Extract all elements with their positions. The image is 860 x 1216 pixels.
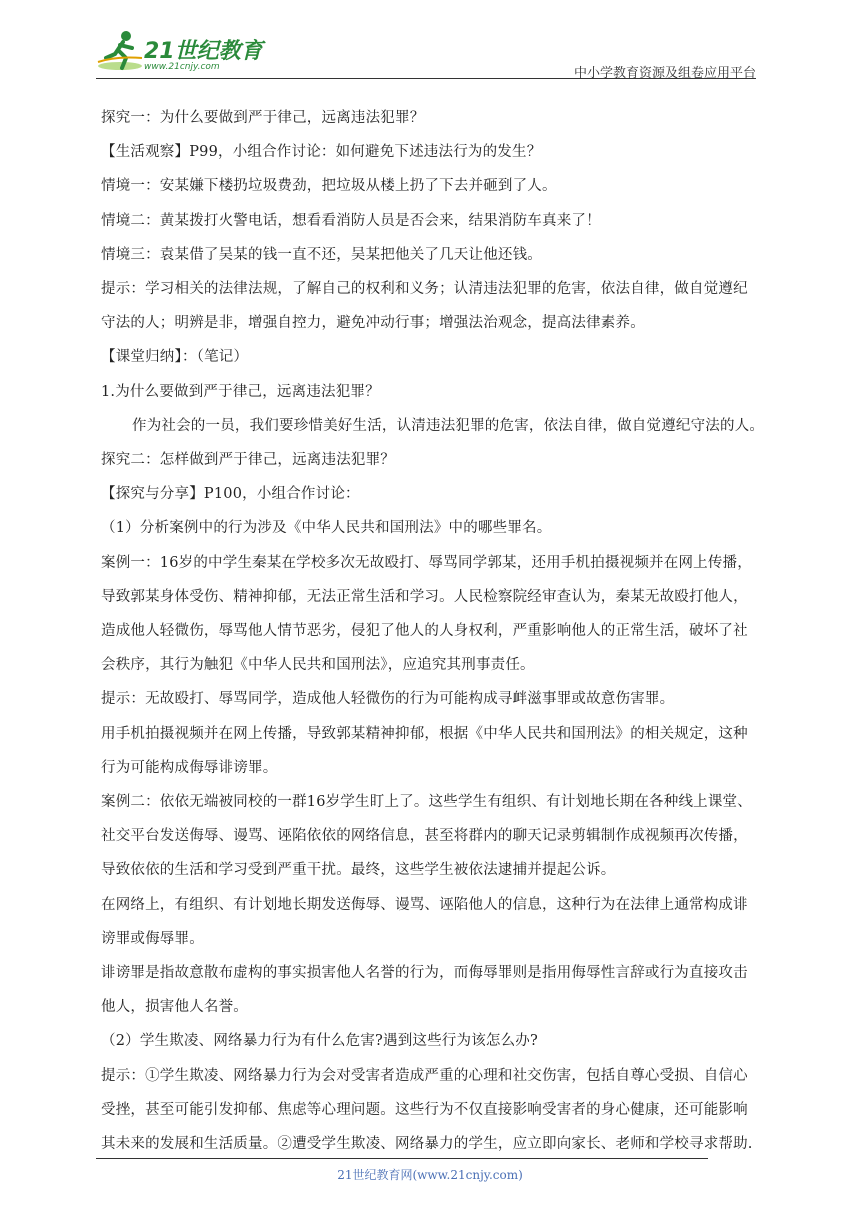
text-line: 他人，损害他人名誉。 bbox=[101, 999, 248, 1016]
text-line: 【生活观察】P99，小组合作讨论：如何避免下述违法行为的发生？ bbox=[101, 144, 542, 161]
header-divider bbox=[96, 78, 756, 79]
text-line: 提示：无故殴打、辱骂同学，造成他人轻微伤的行为可能构成寻衅滋事罪或故意伤害罪。 bbox=[101, 691, 675, 708]
platform-title: 中小学教育资源及组卷应用平台 bbox=[573, 66, 756, 81]
text-line: 探究二：怎样做到严于律己，远离违法犯罪？ bbox=[101, 452, 395, 469]
text-line: 作为社会的一员，我们要珍惜美好生活，认清违法犯罪的危害，依法自律，做自觉遵纪守法的人。 bbox=[132, 417, 765, 434]
text-line: 情境一：安某嫌下楼扔垃圾费劲，把垃圾从楼上扔了下去并砸到了人。 bbox=[101, 178, 557, 195]
text-line: 守法的人；明辨是非，增强自控力，避免冲动行事；增强法治观念，提高法律素养。 bbox=[101, 315, 645, 332]
logo-url: www.21cnjy.com bbox=[144, 62, 220, 72]
text-line: 【探究与分享】P100，小组合作讨论： bbox=[101, 486, 360, 503]
text-line: 【课堂归纳】：（笔记） bbox=[101, 349, 249, 366]
runner-logo-icon bbox=[96, 28, 146, 74]
text-line: 会秩序，其行为触犯《中华人民共和国刑法》，应追究其刑事责任。 bbox=[101, 657, 535, 674]
logo-text: 21世纪教育 bbox=[144, 39, 263, 64]
text-line: 导致依依的生活和学习受到严重干扰。最终，这些学生被依法逮捕并提起公诉。 bbox=[101, 862, 616, 879]
footer-divider bbox=[96, 1158, 708, 1159]
text-line: 造成他人轻微伤，辱骂他人情节恶劣，侵犯了他人的人身权利，严重影响他人的正常生活，破坏了社 bbox=[101, 623, 748, 640]
text-line: （2）学生欺凌、网络暴力行为有什么危害?遇到这些行为该怎么办? bbox=[101, 1033, 538, 1050]
document-body bbox=[101, 101, 765, 1161]
text-line: 导致郭某身体受伤、精神抑郁，无法正常生活和学习。人民检察院经审查认为，秦某无故殴打他人， bbox=[101, 588, 748, 605]
text-line: 行为可能构成侮辱诽谤罪。 bbox=[101, 759, 278, 776]
text-line: （1）分析案例中的行为涉及《中华人民共和国刑法》中的哪些罪名。 bbox=[101, 520, 552, 537]
text-line: 情境二：黄某拨打火警电话，想看看消防人员是否会来，结果消防车真来了！ bbox=[101, 212, 601, 229]
text-line: 谤罪或侮辱罪。 bbox=[101, 930, 204, 947]
logo bbox=[96, 28, 266, 78]
text-line: 受挫，甚至可能引发抑郁、焦虑等心理问题。这些行为不仅直接影响受害者的身心健康，还可能影响 bbox=[101, 1101, 748, 1118]
text-line: 诽谤罪是指故意散布虚构的事实损害他人名誉的行为，而侮辱罪则是指用侮辱性言辞或行为直接攻击 bbox=[101, 965, 748, 982]
text-line: 其未来的发展和生活质量。②遭受学生欺凌、网络暴力的学生，应立即向家长、老师和学校寻求帮助. bbox=[101, 1136, 753, 1153]
text-line: 案例二：依依无端被同校的一群16岁学生盯上了。这些学生有组织、有计划地长期在各种线上课堂、 bbox=[101, 794, 752, 811]
page-header bbox=[96, 28, 756, 80]
text-line: 社交平台发送侮辱、谩骂、诬陷依依的网络信息，甚至将群内的聊天记录剪辑制作成视频再次传播， bbox=[101, 828, 748, 845]
text-line: 提示：学习相关的法律法规，了解自己的权利和义务；认清违法犯罪的危害，依法自律，做自觉遵纪 bbox=[101, 281, 748, 298]
text-line: 用手机拍摄视频并在网上传播，导致郭某精神抑郁，根据《中华人民共和国刑法》的相关规定，这种 bbox=[101, 725, 748, 742]
text-line: 情境三：袁某借了吴某的钱一直不还，吴某把他关了几天让他还钱。 bbox=[101, 246, 542, 263]
text-line: 案例一：16岁的中学生秦某在学校多次无故殴打、辱骂同学郭某，还用手机拍摄视频并在网上传播， bbox=[101, 554, 752, 571]
page-footer[interactable]: 21世纪教育网(www.21cnjy.com) bbox=[337, 1168, 523, 1182]
text-line: 1.为什么要做到严于律己，远离违法犯罪？ bbox=[101, 383, 380, 400]
text-line: 探究一：为什么要做到严于律己，远离违法犯罪？ bbox=[101, 110, 425, 126]
text-line: 在网络上，有组织、有计划地长期发送侮辱、谩骂、诬陷他人的信息，这种行为在法律上通常构成诽 bbox=[101, 896, 748, 913]
text-line: 提示：①学生欺凌、网络暴力行为会对受害者造成严重的心理和社交伤害，包括自尊心受损、自信心 bbox=[101, 1067, 748, 1084]
